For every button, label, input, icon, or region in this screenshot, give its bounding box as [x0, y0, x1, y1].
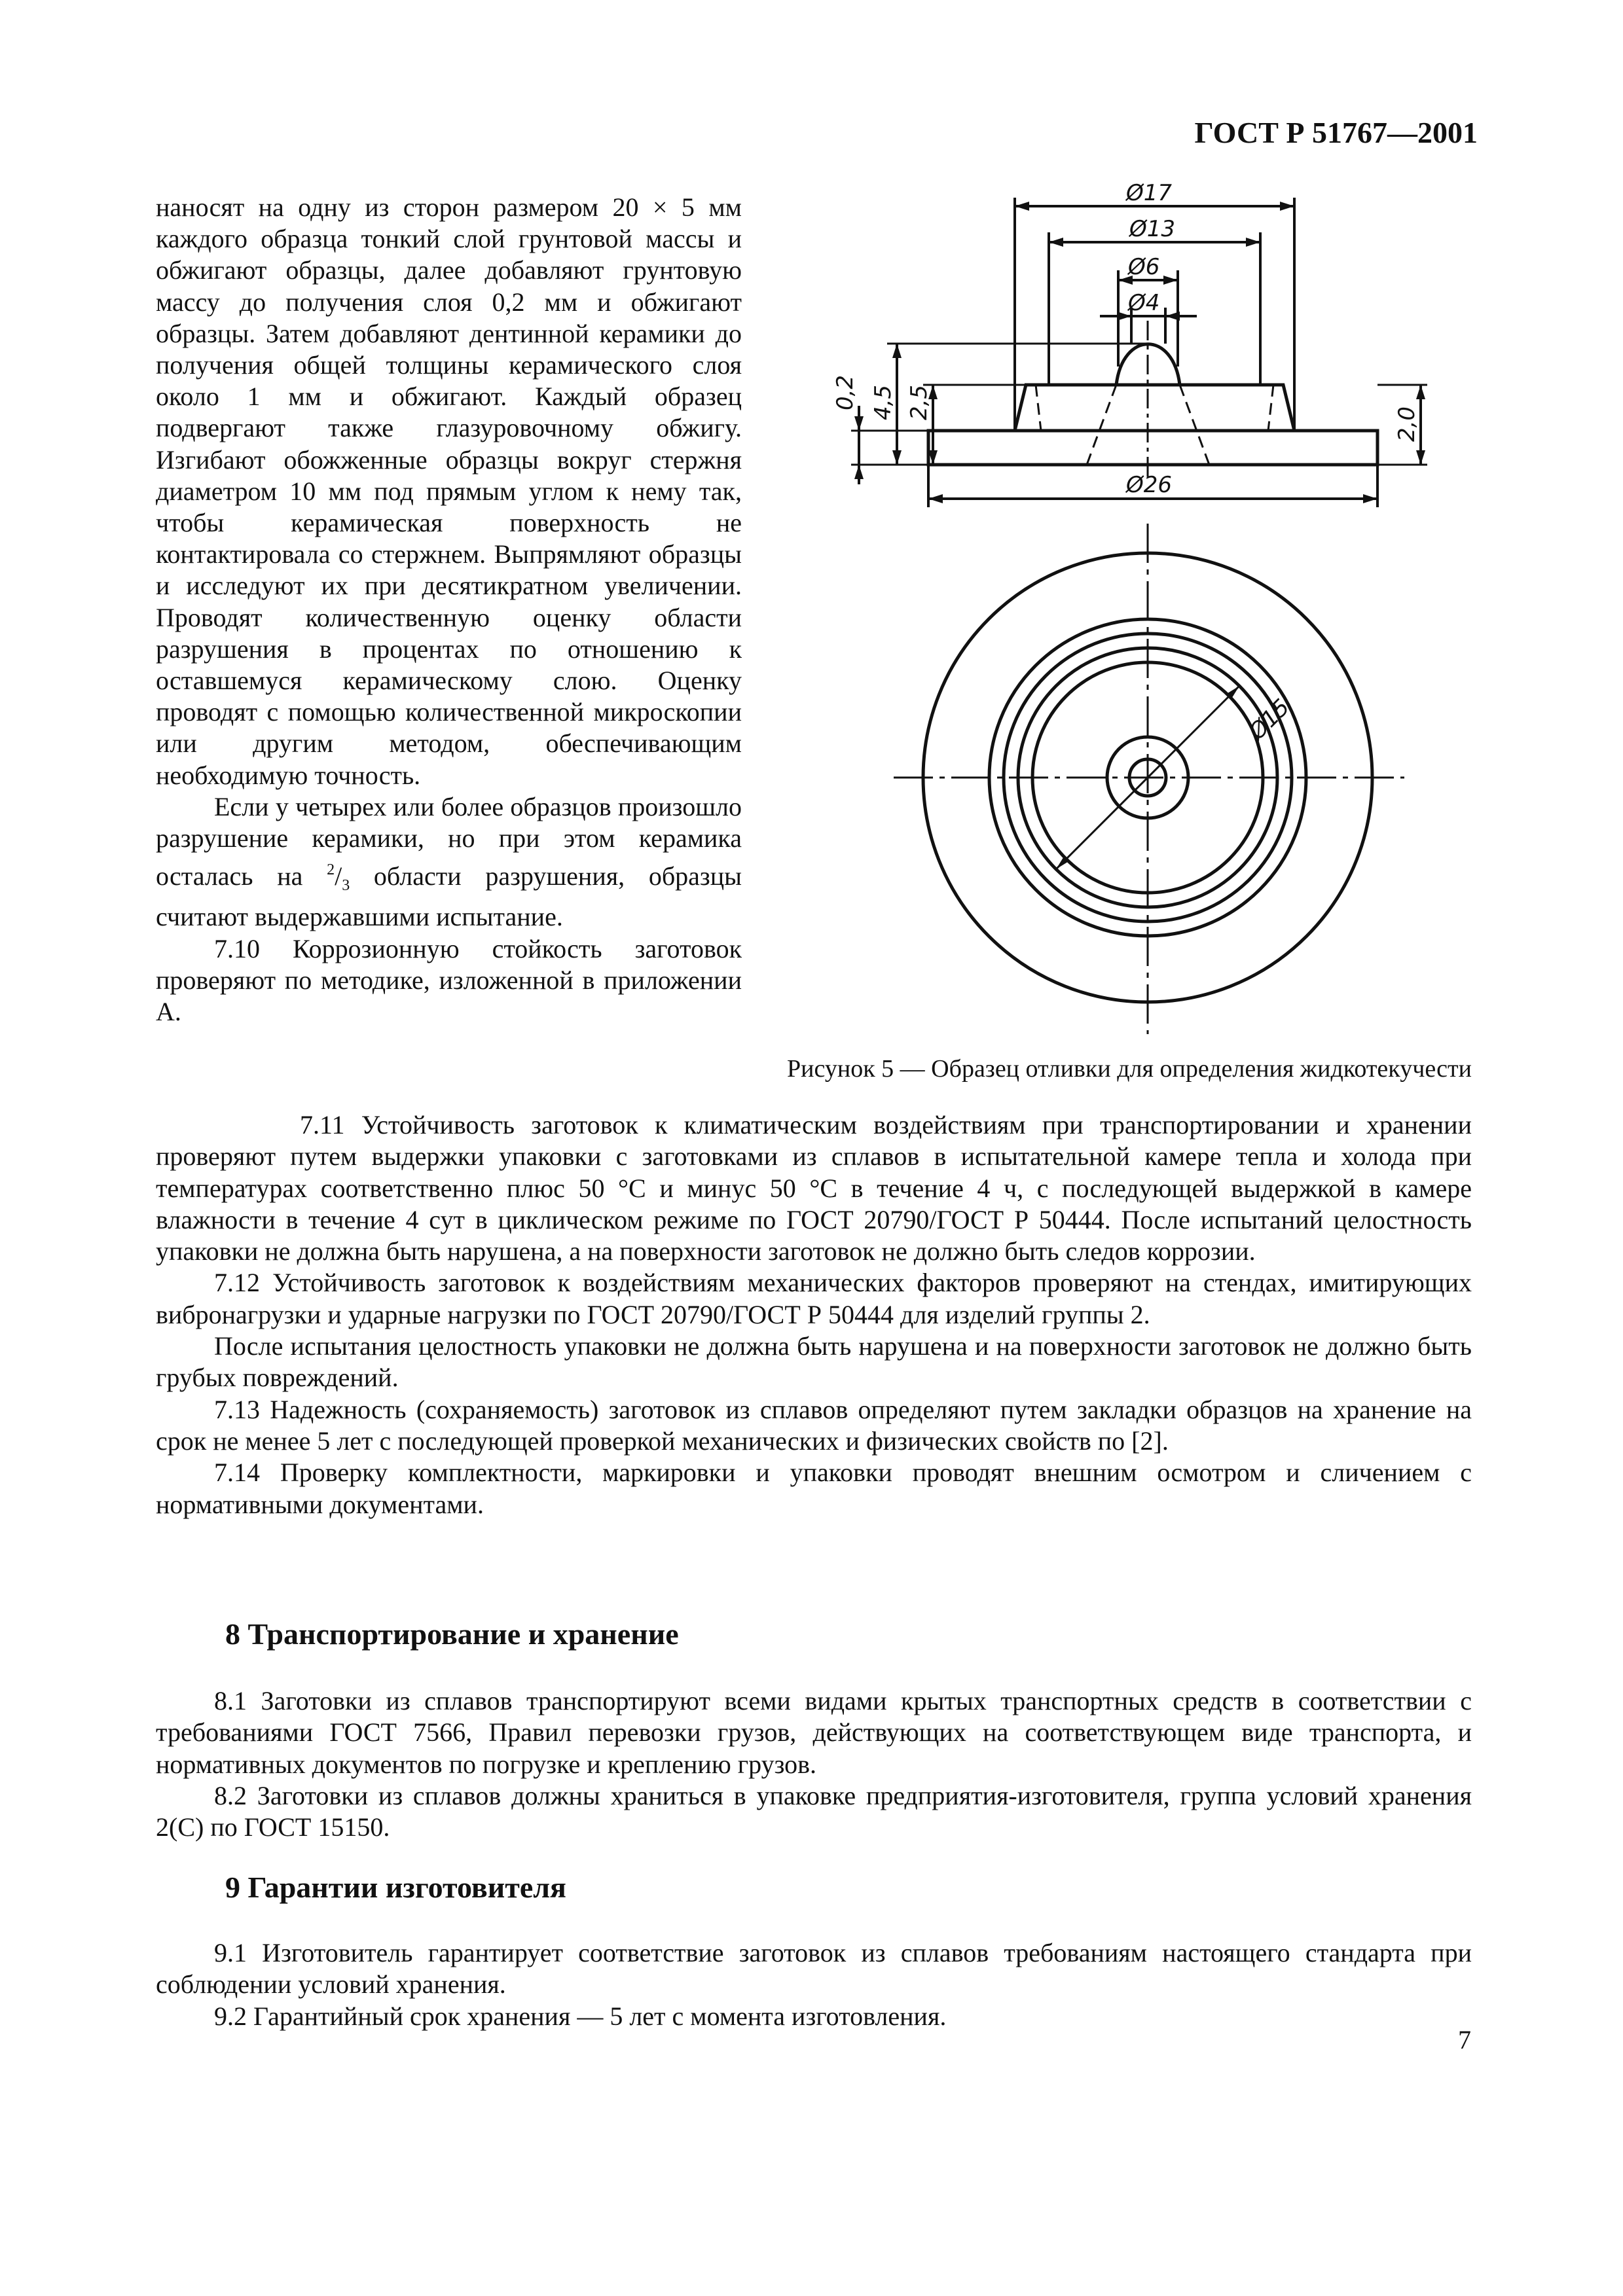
- dim-label-d15: Ø15: [1244, 694, 1295, 745]
- fraction-numerator: 2: [327, 861, 335, 879]
- text-fragment: Если у четырех или более образцов произошло разрушение керамики, но при этом керамика осталась на: [156, 791, 742, 891]
- section-9-body: [156, 1937, 1472, 2032]
- dim-label-d4: Ø4: [1128, 290, 1160, 316]
- technical-drawing: [773, 177, 1480, 1047]
- figure-caption: Рисунок 5 — Образец отливки для определения жидкотекучести: [787, 1055, 1472, 1083]
- paragraph: [156, 791, 742, 933]
- paragraph-8-1: 8.1 Заготовки из сплавов транспортируют всеми видами крытых транспортных средств в соответствии с требованиями ГОСТ 7566, Правил перевозки грузов, действующих на соответствующем виде транспорта, и нормативных документов по погрузке и креплению грузов.: [156, 1686, 1472, 1779]
- section-8-body: [156, 1685, 1472, 1843]
- paragraph-7-12: 7.12 Устойчивость заготовок к воздействиям механических факторов проверяют на стендах, имитирующих вибронагрузки и ударные нагрузки по ГОСТ 20790/ГОСТ Р 50444 для изделий группы 2.: [156, 1268, 1472, 1329]
- dim-label-d6: Ø6: [1128, 254, 1160, 280]
- dim-label-d17: Ø17: [1126, 180, 1173, 206]
- dim-label-h02: 0,2: [832, 374, 858, 411]
- section-8-heading: 8 Транспортирование и хранение: [225, 1617, 679, 1651]
- text-fragment: области разрушения, образцы считают выдержавшими испытание.: [156, 861, 742, 932]
- paragraph-9-1: 9.1 Изготовитель гарантирует соответствие заготовок из сплавов требованиям настоящего стандарта при соблюдении условий хранения.: [156, 1938, 1472, 2000]
- paragraph-7-12-after: После испытания целостность упаковки не должна быть нарушена и на поверхности заготовок не должно быть грубых повреждений.: [156, 1331, 1472, 1393]
- paragraph: наносят на одну из сторон размером 20 × 5 мм каждого образца тонкий слой грунтовой массы и обжигают образцы, далее добавляют грунтовую массу до получения слоя 0,2 мм и обжигают образцы. Затем добавляют дентинной керамики до получения общей толщины керамического слоя около 1 мм и обжигают. Каждый образец подвергают также глазуровочному обжигу. Изгибают обожженные образцы вокруг стержня диаметром 10 мм под прямым углом к нему так, чтобы керамическая поверхность не контактировала со стержнем. Выпрямляют образцы и исследуют их при десятикратном увеличении. Проводят количественную оценку области разрушения в процентах по отношению к оставшемуся керамическому слою. Оценку проводят с помощью количественной микроскопии или другим методом, обеспечивающим необходимую точность.: [156, 192, 742, 790]
- dim-label-d13: Ø13: [1129, 216, 1176, 242]
- paragraph-9-2: 9.2 Гарантийный срок хранения — 5 лет с момента изготовления.: [214, 2001, 947, 2031]
- page-number: 7: [1458, 2025, 1471, 2054]
- paragraph-7-14: 7.14 Проверку комплектности, маркировки и упаковки проводят внешним осмотром и сличением с нормативными документами.: [156, 1458, 1472, 1519]
- dim-label-h25: 2,5: [906, 384, 932, 421]
- dim-label-d26: Ø26: [1126, 472, 1173, 498]
- paragraph-8-2: 8.2 Заготовки из сплавов должны храниться в упаковке предприятия-изготовителя, группа условий хранения 2(С) по ГОСТ 15150.: [156, 1780, 1472, 1842]
- fraction: [327, 861, 350, 895]
- ring-body: [1015, 385, 1294, 431]
- body-text: [156, 1109, 1472, 1520]
- section-9-heading: 9 Гарантии изготовителя: [225, 1871, 566, 1904]
- fraction-denominator: 3: [342, 877, 350, 895]
- paragraph: 7.10 Коррозионную стойкость заготовок проверяют по методике, изложенной в приложении А.: [156, 933, 742, 1027]
- paragraph-7-11: 7.11 Устойчивость заготовок к климатическим воздействиям при транспортировании и хранении проверяют путем выдержки упаковки с заготовками из сплавов в испытательной камере тепла и холода при температурах соответственно плюс 50 °С и минус 50 °С в течение 4 ч, с последующей выдержкой в камере влажности в течение 4 сут в циклическом режиме по ГОСТ 20790/ГОСТ Р 50444. После испытаний целостность упаковки не должна быть нарушена, а на поверхности заготовок не должно быть следов коррозии.: [156, 1110, 1472, 1266]
- paragraph-7-13: 7.13 Надежность (сохраняемость) заготовок из сплавов определяют путем закладки образцов на хранение на срок не менее 5 лет с последующей проверкой механических и физических свойств по [2].: [156, 1394, 1472, 1456]
- dim-label-h20: 2,0: [1394, 406, 1420, 442]
- drawing-svg: [773, 177, 1480, 1047]
- left-text-column: [156, 192, 742, 1028]
- document-header: ГОСТ Р 51767—2001: [1194, 116, 1478, 149]
- dim-label-h45: 4,5: [870, 384, 896, 421]
- base-plate: [928, 431, 1377, 465]
- fraction-slash: /: [335, 861, 342, 891]
